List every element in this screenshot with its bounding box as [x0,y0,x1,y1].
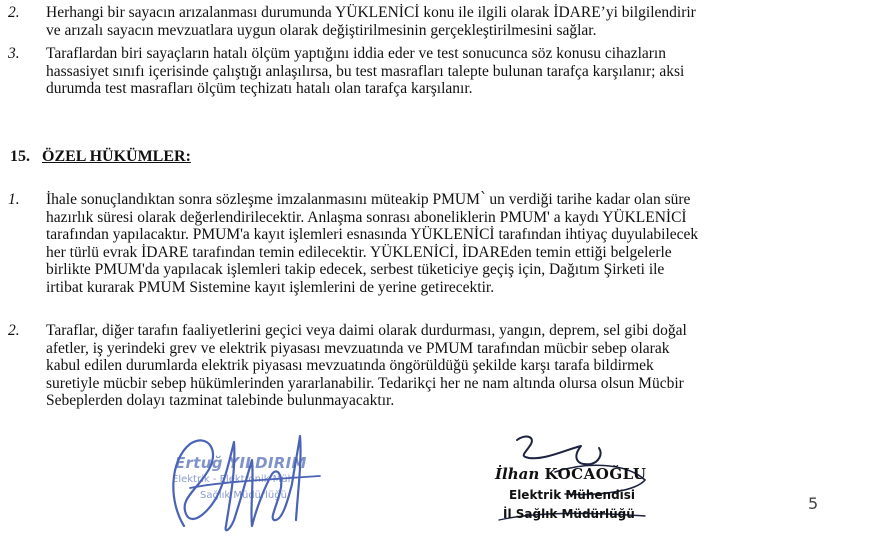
text-line: ve arızalı sayacın mevzuatlara uygun olarak değiştirilmesinin gerçekleştirilmesini sağlar. [46,21,597,39]
stamp-name: Ertuğ YILDIRIM [175,454,307,472]
text-line: Sebeplerden dolayı tazminat talebinde bulunmayacaktır. [46,392,395,410]
handwritten-signature-right [495,432,695,540]
text-line: kabul edilen durumlarda elektrik piyasası mevzuatında öngörüldüğü şekilde karşı tarafa bildirmek [46,357,654,375]
text-line: Taraflar, diğer tarafın faaliyetlerini geçici veya daimi olarak durdurması, yangın, deprem, sel gibi doğal [46,322,687,339]
signer-first-name: İlhan [495,465,540,483]
text-line: afetler, iş yerindeki grev ve elektrik piyasası mevzuatında ve PMUM tarafından mücbir sebep olarak [46,339,670,357]
text-line: suretiyle mücbir sebep hükümlerinden yararlanabilir. Tedarikçi her ne nam altında olursa olsun Mücbir [46,374,684,392]
signature-left [160,430,350,538]
item-number: 3. [8,45,20,62]
signature-right [495,432,695,540]
stamp-title: Elektrik - Elektronik Müh [172,474,294,485]
section-title: ÖZEL HÜKÜMLER: [42,148,191,165]
signer-title: Elektrik Mühendisi [509,488,636,502]
section-number: 15. [10,148,30,165]
section-heading [10,148,191,166]
text-line: birlikte PMUM'da yapılacak işlemleri takip edecek, serbest tüketiciye geçiş için, Dağıtım Şirketi ile [46,261,665,279]
item-number: 2. [8,4,20,21]
text-line: Taraflardan biri sayaçların hatalı ölçüm yaptığını iddia eder ve test sonucunca söz konusu cihazların [46,45,666,62]
text-line: İhale sonuçlandıktan sonra sözleşme imzalanmasını müteakip PMUM՝ un verdiği tarihe kadar olan süre [46,191,691,208]
item-text [46,191,822,297]
text-line: Herhangi bir sayacın arızalanması durumunda YÜKLENİCİ konu ile ilgili olarak İDARE’yi bilgilendirir [46,4,696,21]
signer-office: İl Sağlık Müdürlüğü [503,507,635,521]
text-line: hazırlık süresi olarak değerlendirilecektir. Anlaşma sonrası aboneliklerin PMUM' a kaydı YÜKLENİCİ [46,208,687,226]
text-line: tarafından yapılacaktır. PMUM'a kayıt işlemleri esnasında YÜKLENİCİ tarafından ihtiyaç duyulabilecek [46,226,699,244]
text-line: durumda test masrafları ölçüm teçhizatı hatalı olan tarafça karşılanır. [46,80,473,98]
text-line: hassasiyet sınıfı içerisinde çalıştığı anlaşılırsa, bu test masrafları talepte bulunan tarafça karşılanır; aksi [46,62,685,80]
item-text [46,45,822,98]
signer-name [495,465,646,483]
stamp-office: Sağlık Müdürlüğü [200,490,287,501]
page-number: 5 [808,494,819,513]
text-line: irtibat kurarak PMUM Sistemine kayıt işlemlerini de yerine getirecektir. [46,278,495,296]
signer-last-name: KOCAOĞLU [544,465,647,483]
item-text [46,322,822,410]
text-line: her türlü evrak İDARE tarafından temin edilecektir. YÜKLENİCİ, İDAREden temin ettiği belgelerle [46,243,672,261]
item-number: 2. [8,322,20,339]
handwritten-signature-left [160,430,350,538]
item-text [46,4,822,39]
item-number: 1. [8,191,20,208]
